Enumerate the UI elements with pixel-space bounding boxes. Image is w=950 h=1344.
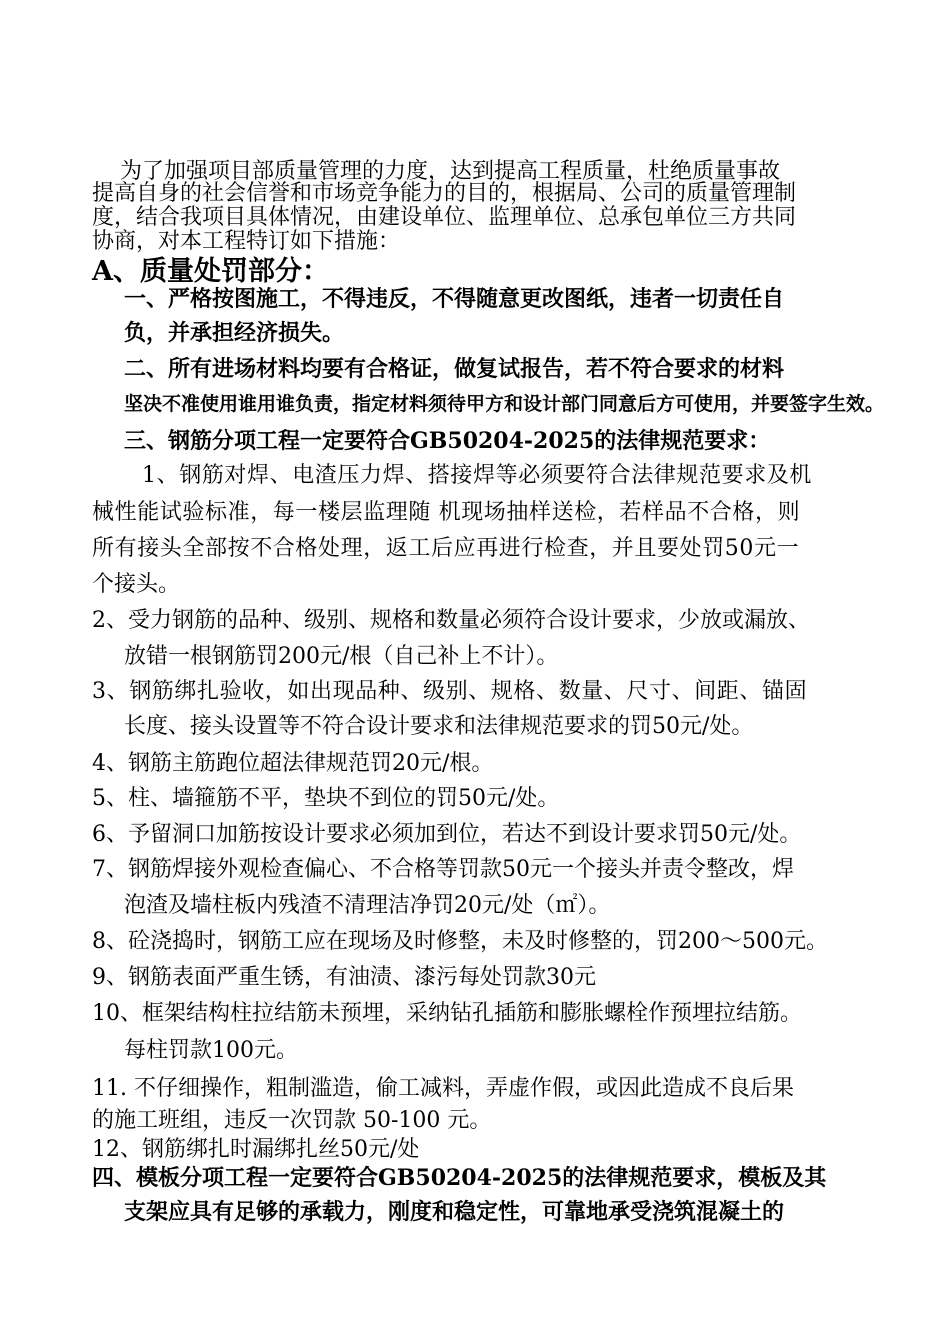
item-line: 放错一根钢筋罚200元/根（自己补上不计）。 bbox=[124, 644, 559, 669]
rebar-item-12: 12、钢筋绑扎时漏绑扎丝50元/处 bbox=[92, 1137, 420, 1162]
rebar-item-5: 5、柱、墙箍筋不平，垫块不到位的罚50元/处。 bbox=[92, 786, 560, 811]
item-line: 7、钢筋焊接外观检查偏心、不合格等罚款50元一个接头并责令整改，焊 bbox=[92, 857, 794, 882]
intro-line: 度，结合我项目具体情况，由建设单位、监理单位、总承包单位三方共同 bbox=[92, 205, 797, 230]
clause-line: 支架应具有足够的承载力，刚度和稳定性，可靠地承受浇筑混凝土的 bbox=[124, 1199, 785, 1225]
section-a-title: A、质量处罚部分： bbox=[92, 256, 329, 287]
item-line: 3、钢筋绑扎验收，如出现品种、级别、规格、数量、尺寸、间距、锚固 bbox=[92, 679, 808, 704]
rebar-item-8: 8、砼浇捣时，钢筋工应在现场及时修整，未及时修整的，罚200～500元。 bbox=[92, 929, 828, 954]
item-line: 所有接头全部按不合格处理，返工后应再进行检查，并且要处罚50元一 bbox=[92, 536, 800, 561]
item-line: 1、钢筋对焊、电渣压力焊、搭接焊等必须要符合法律规范要求及机 bbox=[142, 463, 812, 488]
clause-line: 二、所有进场材料均要有合格证，做复试报告，若不符合要求的材料 bbox=[124, 356, 785, 382]
item-line: 长度、接头设置等不符合设计要求和法律规范要求的罚50元/处。 bbox=[124, 714, 754, 739]
intro-line: 提高自身的社会信誉和市场竞争能力的目的，根据局、公司的质量管理制 bbox=[92, 181, 797, 206]
rebar-item-9: 9、钢筋表面严重生锈，有油渍、漆污每处罚款30元 bbox=[92, 965, 596, 990]
rebar-item-6: 6、予留洞口加筋按设计要求必须加到位，若达不到设计要求罚50元/处。 bbox=[92, 822, 802, 847]
item-line: 个接头。 bbox=[92, 572, 181, 597]
item-line: 2、受力钢筋的品种、级别、规格和数量必须符合设计要求，少放或漏放、 bbox=[92, 608, 810, 633]
item-line: 泡渣及墙柱板内残渣不清理洁净罚20元/处（㎡）。 bbox=[124, 893, 611, 918]
clause-line: 负，并承担经济损失。 bbox=[124, 320, 345, 346]
item-line: 10、框架结构柱拉结筋未预埋，采纳钻孔插筋和膨胀螺栓作预埋拉结筋。 bbox=[92, 1001, 802, 1026]
clause-line: 一、严格按图施工，不得违反，不得随意更改图纸，违者一切责任自 bbox=[124, 286, 785, 312]
intro-line: 为了加强项目部质量管理的力度，达到提高工程质量，杜绝质量事故 bbox=[120, 159, 781, 184]
clause-3-title: 三、钢筋分项工程一定要符合GB50204-2025的法律规范要求： bbox=[124, 428, 771, 454]
item-line: 每柱罚款100元。 bbox=[124, 1038, 298, 1063]
item-line: 11. 不仔细操作，粗制滥造，偷工减料，弄虚作假，或因此造成不良后果 bbox=[92, 1076, 794, 1101]
clause-line: 坚决不准使用谁用谁负责，指定材料须待甲方和设计部门同意后方可使用，并要签字生效。 bbox=[124, 393, 885, 415]
item-line: 械性能试验标准，每一楼层监理随 机现场抽样送检，若样品不合格，则 bbox=[92, 500, 801, 525]
intro-line: 协商，对本工程特订如下措施： bbox=[92, 229, 401, 254]
item-line: 的施工班组，违反一次罚款 50-100 元。 bbox=[92, 1108, 492, 1133]
rebar-item-4: 4、钢筋主筋跑位超法律规范罚20元/根。 bbox=[92, 751, 494, 776]
clause-line: 四、模板分项工程一定要符合GB50204-2025的法律规范要求，模板及其 bbox=[92, 1165, 827, 1191]
